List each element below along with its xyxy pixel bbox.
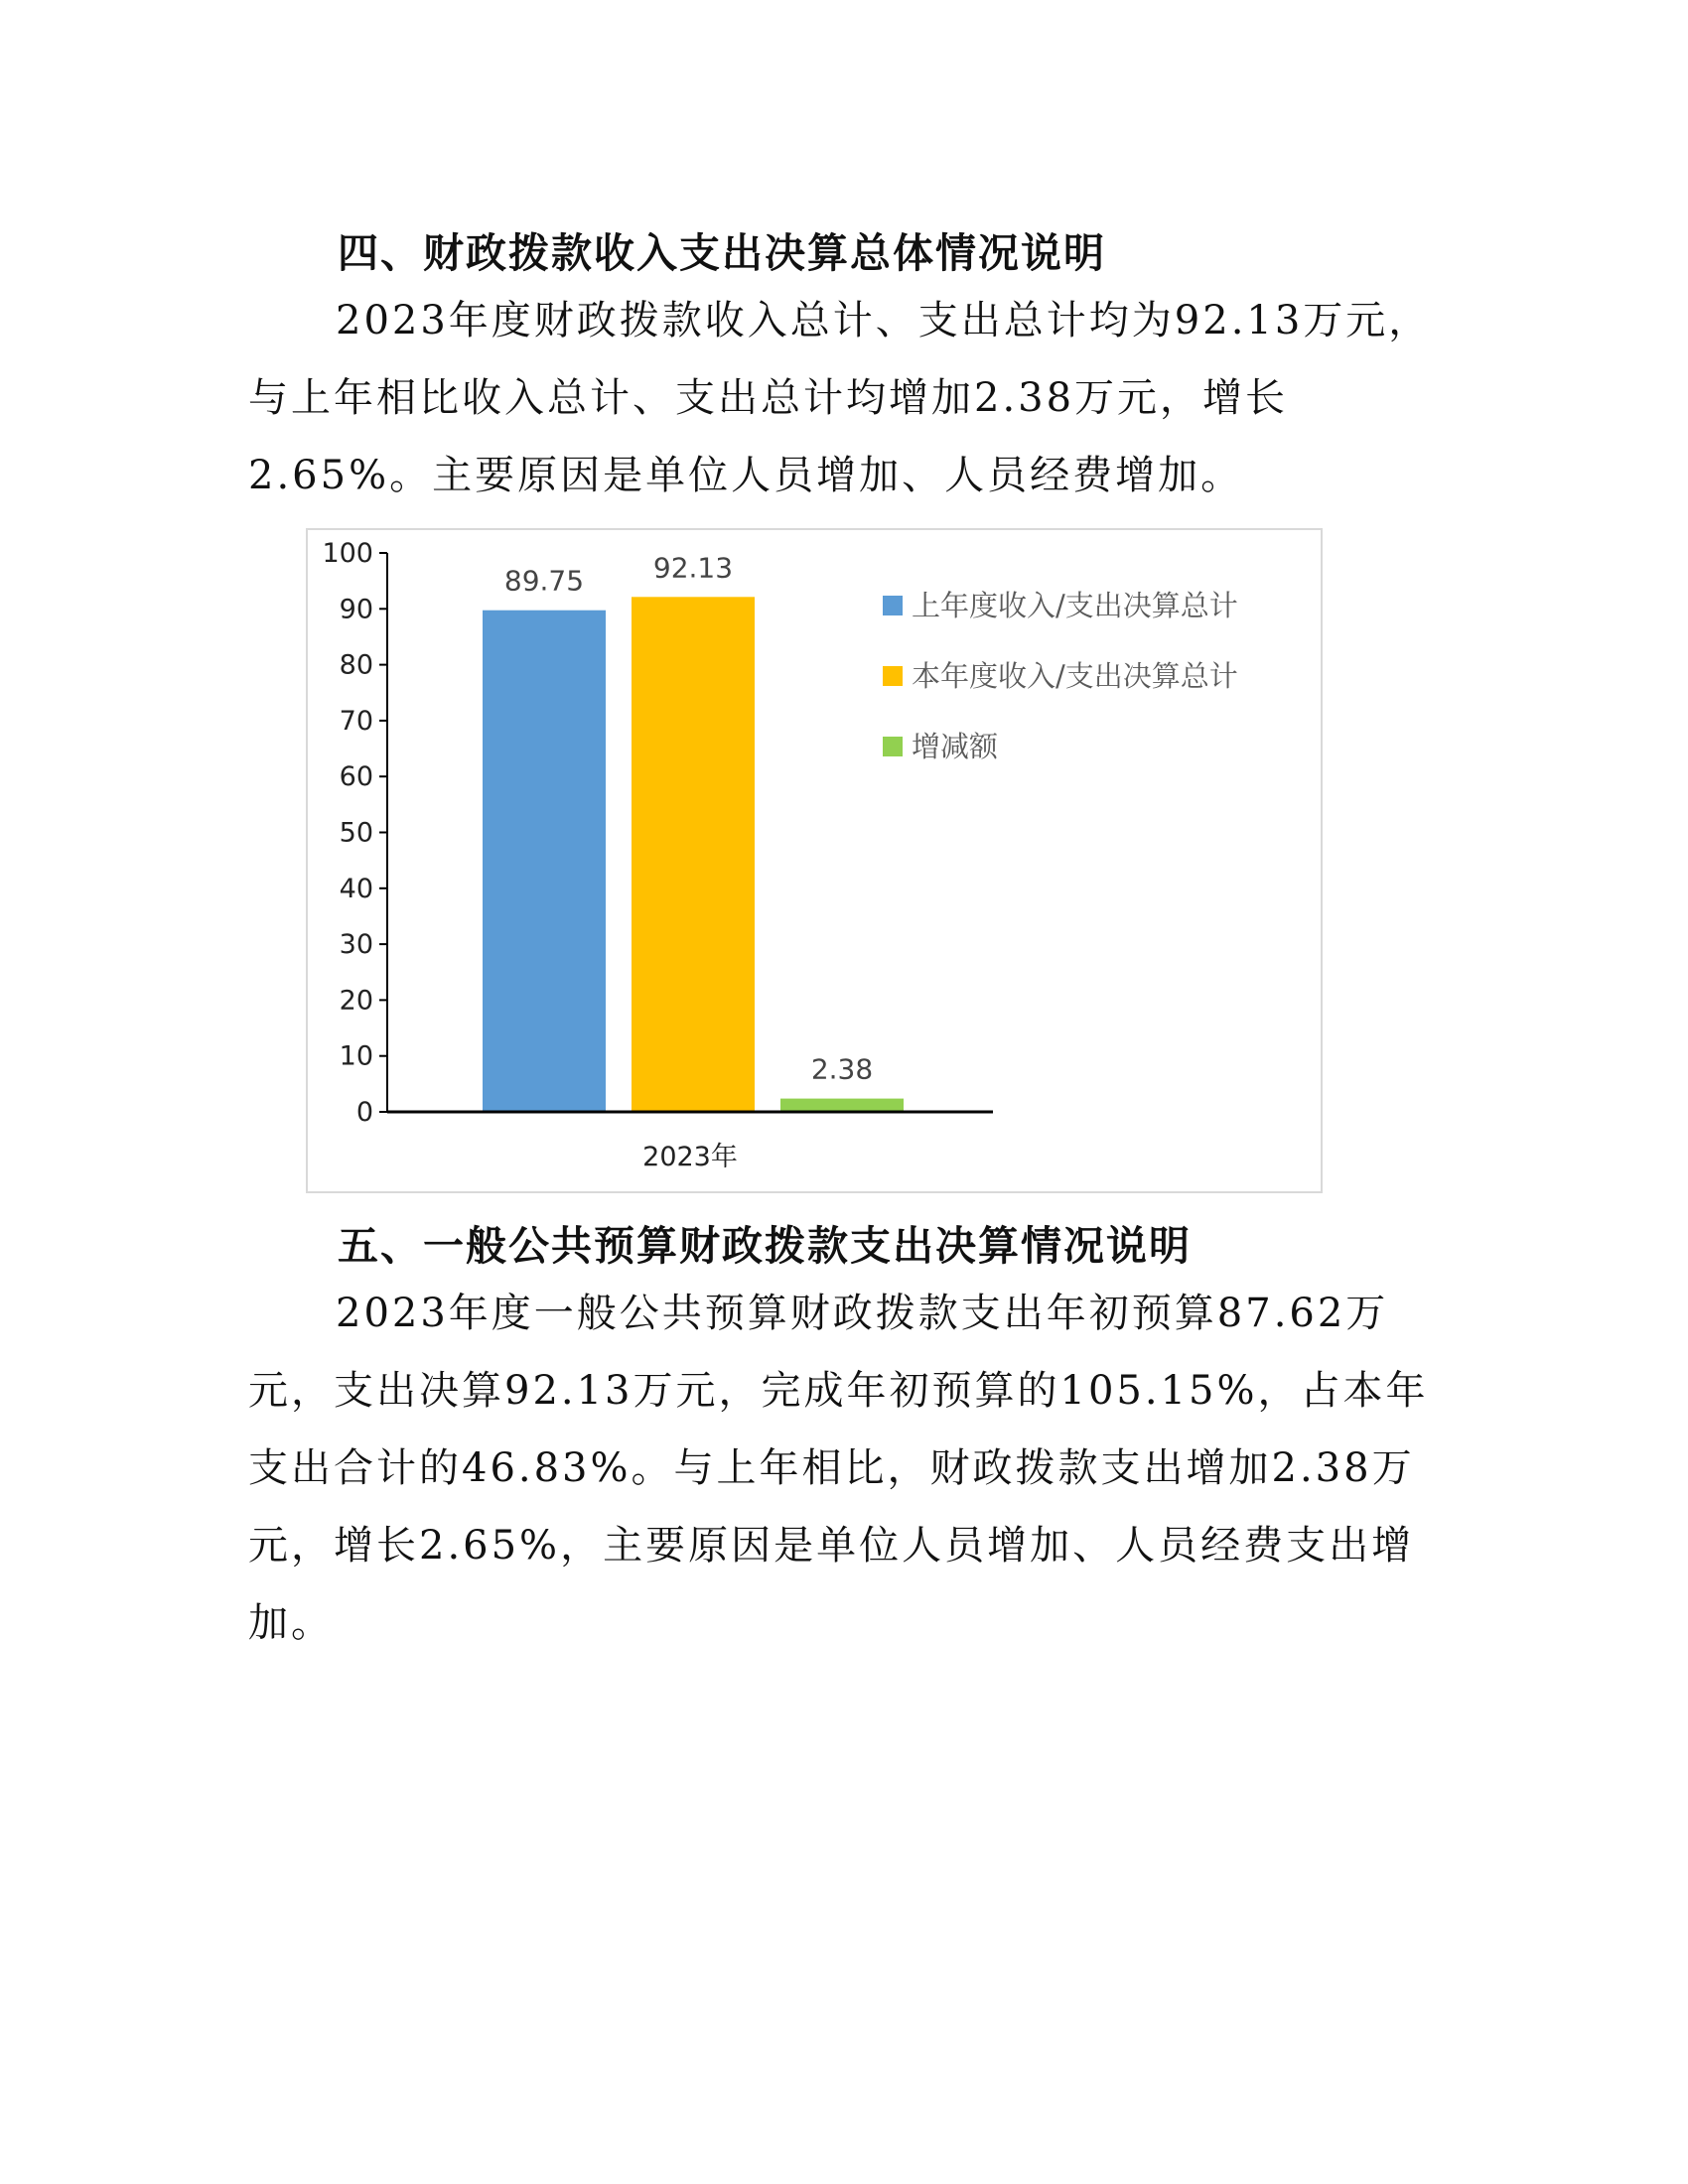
y-tick-label: 90 — [339, 594, 373, 625]
section5-paragraph: 2023年度一般公共预算财政拨款支出年初预算87.62万元，支出决算92.13万元，完成年初预算的105.15%，占本年支出合计的46.83%。与上年相比，财政拨款支出增加2.38万元，增长2.65%，主要原因是单位人员增加、人员经费支出增加。 — [248, 1291, 1429, 1646]
section5-heading: 五、一般公共预算财政拨款支出决算情况说明 — [338, 1222, 1192, 1270]
y-tick-label: 20 — [339, 985, 373, 1017]
bar-3 — [780, 1099, 904, 1112]
x-category-label: 2023年 — [642, 1142, 738, 1172]
legend-swatch-3 — [883, 737, 903, 756]
y-tick-label: 50 — [339, 817, 373, 849]
y-tick-label: 40 — [339, 873, 373, 904]
y-tick-label: 10 — [339, 1040, 373, 1072]
y-tick-label: 100 — [322, 538, 373, 569]
data-label-3: 2.38 — [810, 1052, 874, 1086]
data-label-1: 89.75 — [503, 564, 585, 598]
section4-heading: 四、财政拨款收入支出决算总体情况说明 — [338, 229, 1106, 277]
y-tick-label: 30 — [339, 929, 373, 961]
bar-1 — [483, 611, 606, 1112]
legend-label-2: 本年度收入/支出决算总计 — [912, 659, 1238, 693]
y-tick-label: 60 — [339, 761, 373, 793]
legend-swatch-2 — [883, 666, 903, 686]
bar-2 — [632, 597, 755, 1112]
data-label-2: 92.13 — [652, 551, 734, 585]
legend-swatch-1 — [883, 596, 903, 615]
section4-paragraph: 2023年度财政拨款收入总计、支出总计均为92.13万元，与上年相比收入总计、支出总计均增加2.38万元，增长2.65%。主要原因是单位人员增加、人员经费增加。 — [248, 298, 1432, 498]
bar-chart — [306, 528, 1323, 1193]
y-tick-label: 80 — [339, 649, 373, 681]
y-tick-label: 0 — [355, 1097, 373, 1128]
chart-canvas — [308, 530, 1321, 1191]
legend-label-1: 上年度收入/支出决算总计 — [912, 589, 1238, 622]
legend-label-3: 增减额 — [912, 730, 999, 763]
y-tick-label: 70 — [339, 705, 373, 737]
